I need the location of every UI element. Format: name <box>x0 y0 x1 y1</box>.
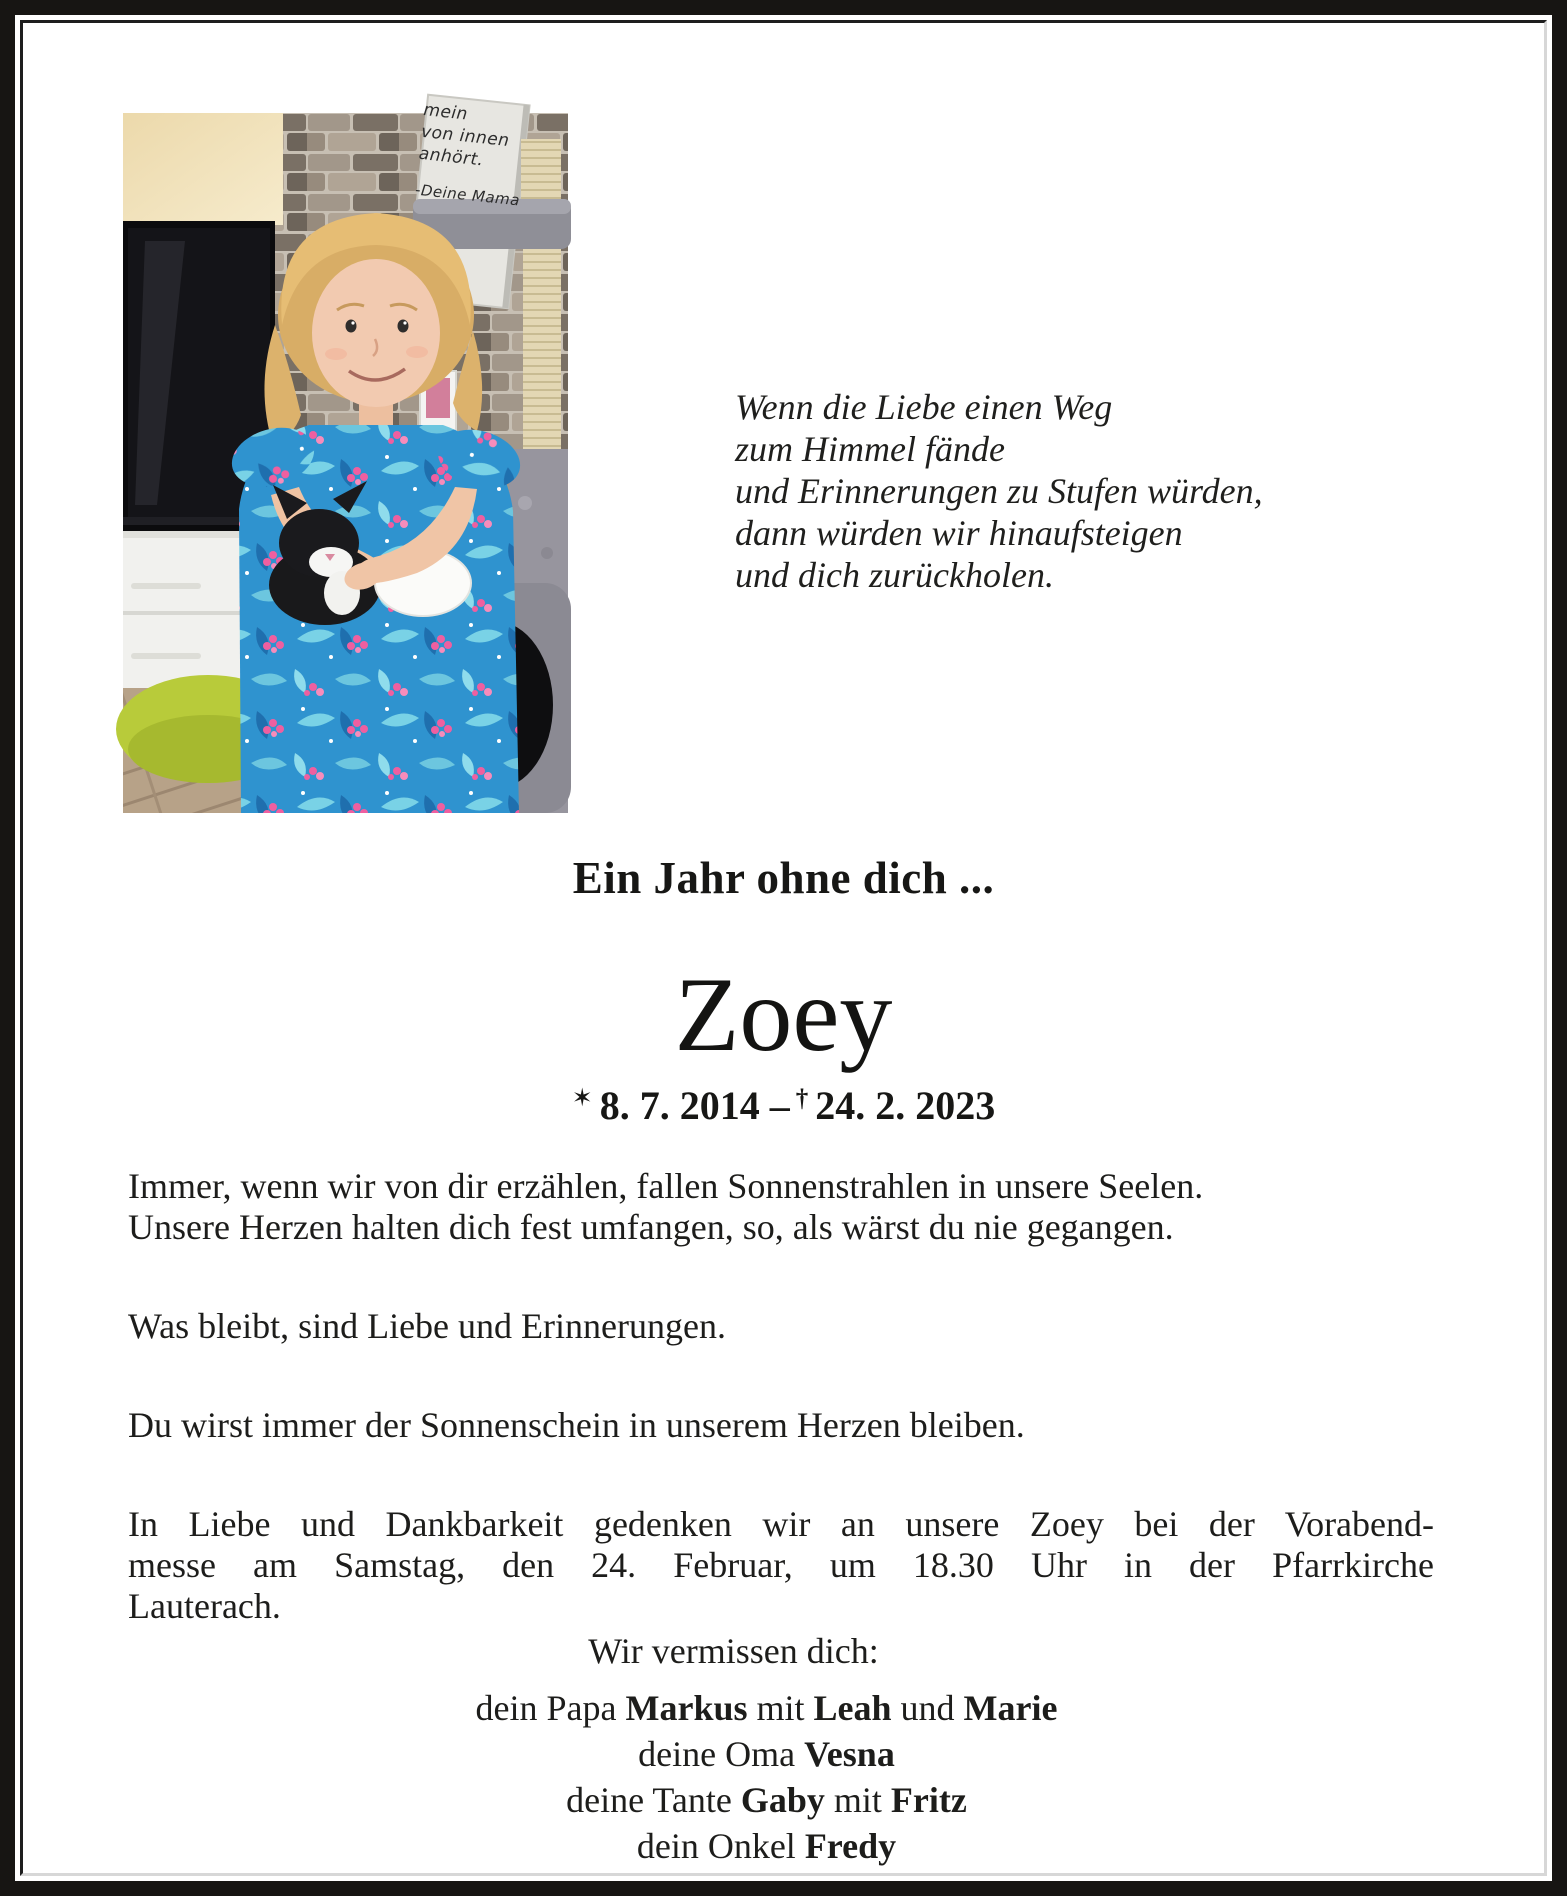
anniversary-line: Ein Jahr ohne dich ... <box>572 853 995 903</box>
life-dates <box>0 1082 1567 1129</box>
family-entry-oma: deine Oma Vesna <box>638 1734 895 1774</box>
portrait-photo <box>123 100 568 813</box>
memorial-text <box>128 1166 1434 1627</box>
family-entry-onkel: dein Onkel Fredy <box>636 1826 897 1866</box>
death-cross-icon: † <box>795 1085 809 1112</box>
beige-wall <box>123 113 283 225</box>
deceased-name: Zoey <box>674 956 893 1073</box>
closing-heading: Wir vermissen dich: <box>588 1631 879 1671</box>
sign-handwriting: mein von innen anhört. -Deine Mama <box>414 100 521 210</box>
closing-section <box>0 1630 1567 1869</box>
paragraph-remembrance: Immer, wenn wir von dir erzählen, fallen Sonnenstrahlen in unsere Seelen. Unsere Herzen halten dich fest umfangen, so, als wärst du nie gegangen. <box>128 1166 1204 1247</box>
paragraph-mass-announcement: In Liebe und Dankbarkeit gedenken wir an unsere Zoey bei der Vorabend- messe am Samstag, den 24. Februar, um 18.30 Uhr in der Pfarrkirche Lauterach. <box>128 1504 1434 1626</box>
family-entry-tante: deine Tante Gaby mit Fritz <box>566 1780 967 1820</box>
family-entry-papa: dein Papa Markus mit Leah und Marie <box>475 1688 1058 1728</box>
face <box>312 259 440 407</box>
right-eye <box>398 320 409 333</box>
memorial-poem: Wenn die Liebe einen Weg zum Himmel fände und Erinnerungen zu Stufen würden, dann würden wir hinaufsteigen und dich zurückholen. <box>735 387 1263 595</box>
birth-date: 8. 7. 2014 <box>599 1083 760 1128</box>
paragraph-what-remains: Was bleibt, sind Liebe und Erinnerungen. <box>128 1306 726 1346</box>
birth-star-icon: ✶ <box>571 1083 593 1112</box>
paragraph-sunshine: Du wirst immer der Sonnenschein in unserem Herzen bleiben. <box>128 1405 1025 1445</box>
death-date: 24. 2. 2023 <box>815 1083 996 1128</box>
family-list <box>0 1685 1567 1869</box>
left-eye <box>346 320 357 333</box>
photo-illustration <box>123 113 568 813</box>
date-separator: – <box>769 1083 790 1128</box>
